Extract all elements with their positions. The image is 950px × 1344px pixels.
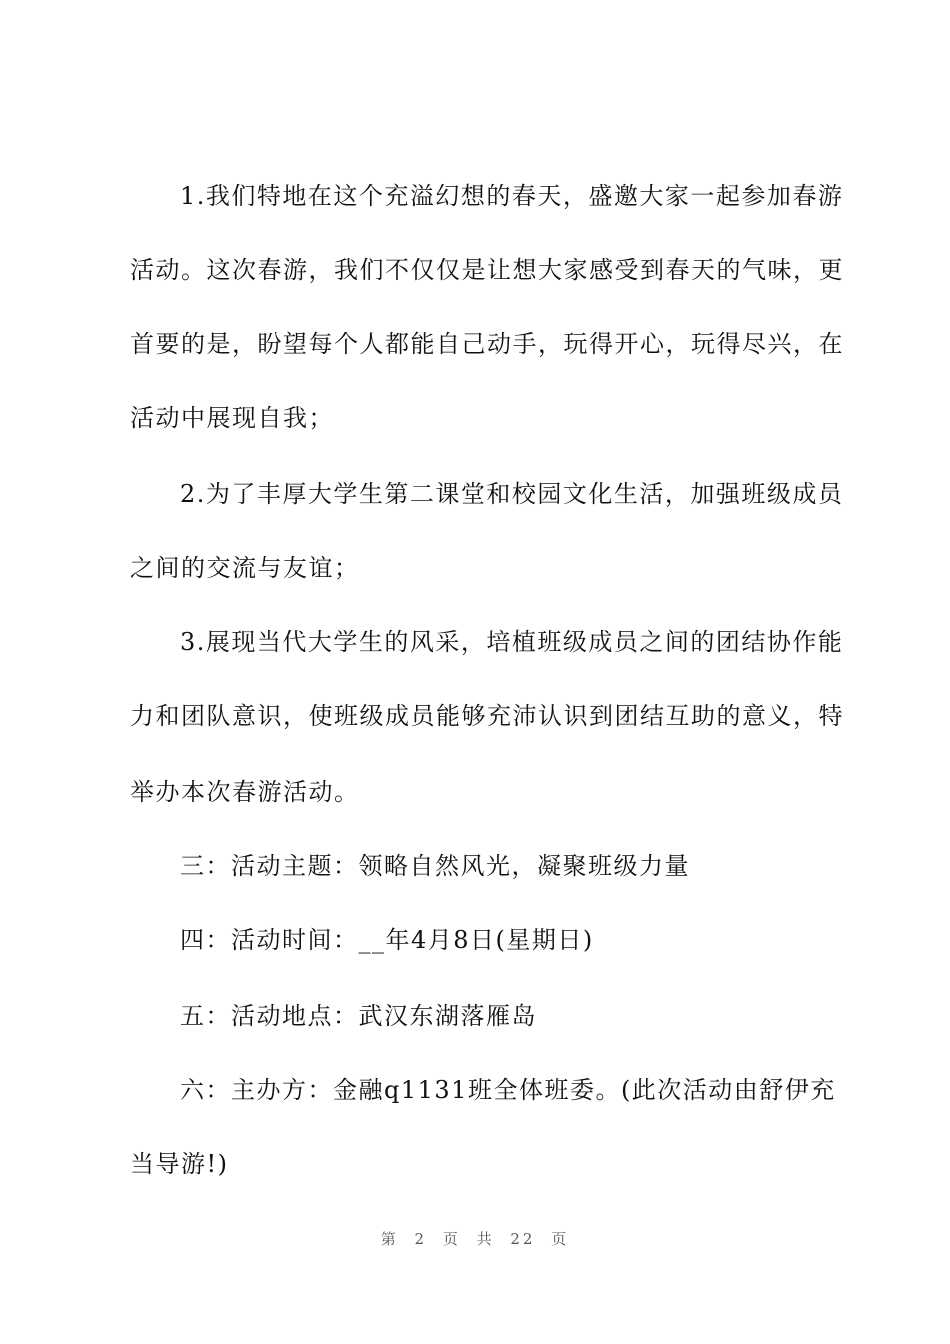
paragraph-line: 四：活动时间：__年4月8日(星期日): [180, 926, 594, 954]
paragraph-line: 3.展现当代大学生的风采，培植班级成员之间的团结协作能: [180, 628, 844, 656]
paragraph-line: 之间的交流与友谊；: [130, 554, 360, 582]
paragraph-line: 活动。这次春游，我们不仅仅是让想大家感受到春天的气味，更: [130, 256, 844, 284]
paragraph-line: 2.为了丰厚大学生第二课堂和校园文化生活，加强班级成员: [180, 480, 844, 508]
paragraph-line: 活动中展现自我；: [130, 404, 334, 432]
paragraph-line: 六：主办方：金融q1131班全体班委。(此次活动由舒伊充: [180, 1076, 836, 1104]
paragraph-line: 1.我们特地在这个充溢幻想的春天，盛邀大家一起参加春游: [180, 182, 844, 210]
paragraph-line: 力和团队意识，使班级成员能够充沛认识到团结互助的意义，特: [130, 702, 844, 730]
paragraph-line: 举办本次春游活动。: [130, 778, 360, 806]
paragraph-line: 首要的是，盼望每个人都能自己动手，玩得开心，玩得尽兴，在: [130, 330, 844, 358]
paragraph-line: 五：活动地点：武汉东湖落雁岛: [180, 1002, 537, 1030]
page-number-footer: 第 2 页 共 22 页: [380, 1230, 570, 1248]
paragraph-line: 三：活动主题：领略自然风光，凝聚班级力量: [180, 852, 690, 880]
paragraph-line: 当导游!): [130, 1150, 229, 1178]
